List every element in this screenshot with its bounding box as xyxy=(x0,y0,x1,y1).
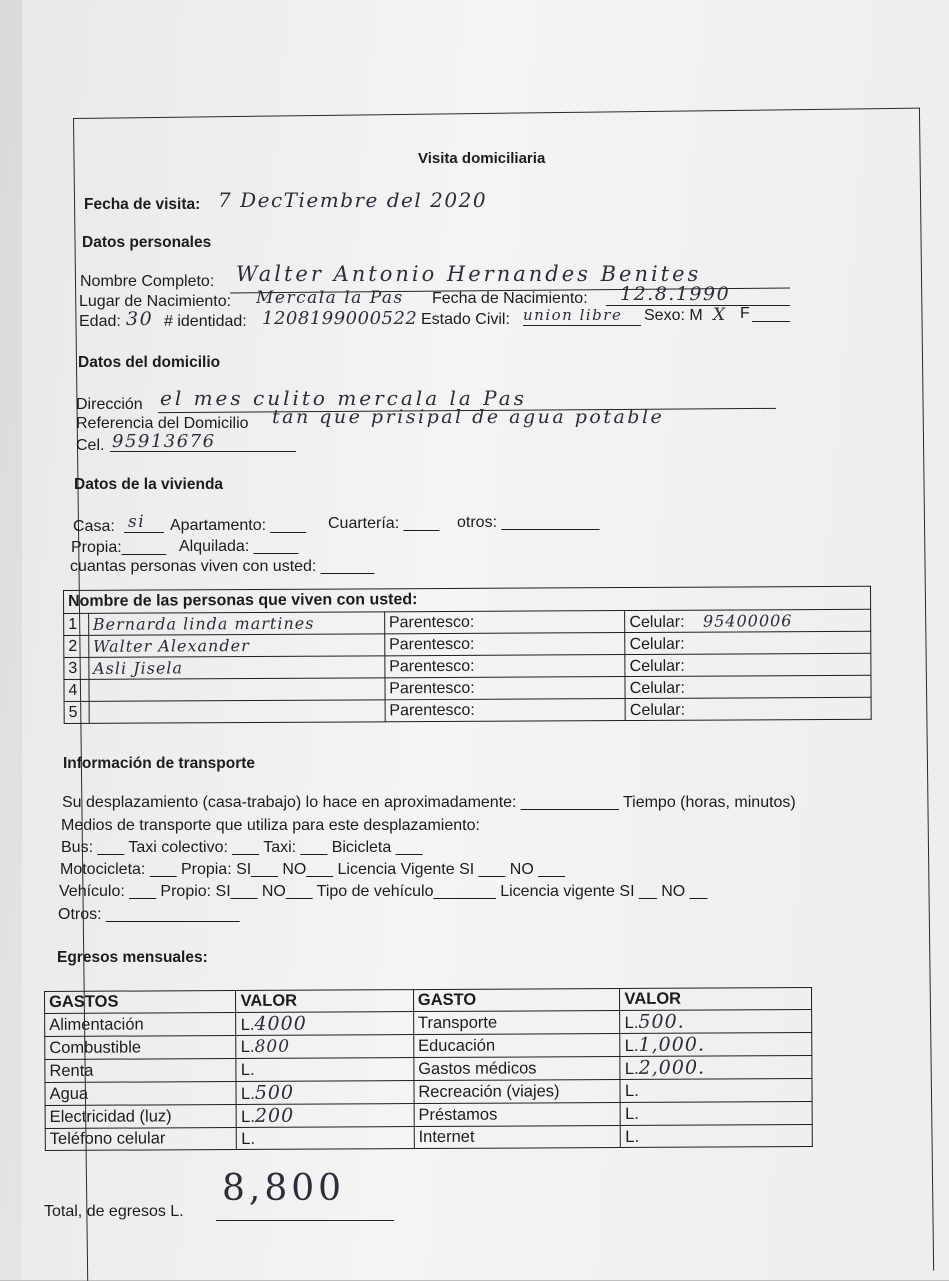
row-number: 2 xyxy=(64,635,89,657)
expense-value[interactable]: 500. xyxy=(638,1011,684,1033)
currency-label: L. xyxy=(241,1016,255,1034)
cell-phone-label: Celular: xyxy=(630,679,685,696)
sex-f-label: F xyxy=(740,305,750,323)
expense-label: Electricidad (luz) xyxy=(45,1104,237,1128)
currency-label: L. xyxy=(625,1105,639,1123)
id-value[interactable]: 1208199000522 xyxy=(262,308,417,329)
expense-label: Gastos médicos xyxy=(414,1056,621,1080)
housing-heading: Datos de la vivienda xyxy=(74,476,223,494)
row-number: 5 xyxy=(64,701,89,723)
expense-value[interactable]: 1,000. xyxy=(638,1034,705,1056)
person-name[interactable]: Walter Alexander xyxy=(88,634,384,658)
person-name[interactable]: Bernarda linda martines xyxy=(88,612,384,636)
expense-label: Transporte xyxy=(413,1010,620,1034)
cell-phone-label: Celular: xyxy=(629,635,684,652)
casa-label: Casa: xyxy=(73,518,115,536)
table-row xyxy=(45,1124,812,1150)
expense-value[interactable]: 4000 xyxy=(254,1013,306,1035)
address-value[interactable]: el mes culito mercala la Pas xyxy=(160,386,527,410)
cell-phone-label: Celular: xyxy=(629,613,684,630)
reference-label: Referencia del Domicilio xyxy=(76,415,249,433)
person-phone[interactable]: 95400006 xyxy=(703,611,793,630)
person-name[interactable] xyxy=(89,700,385,724)
sex-label: Sexo: M xyxy=(644,307,703,325)
relation-label: Parentesco: xyxy=(385,677,626,700)
transport-heading: Información de transporte xyxy=(63,755,255,773)
expense-label: Recreación (viajes) xyxy=(414,1079,621,1103)
cuarteria-label: Cuartería: ____ xyxy=(328,515,439,533)
person-name[interactable] xyxy=(89,678,385,702)
visit-date-value[interactable]: 7 DecTiembre del 2020 xyxy=(218,188,487,212)
expense-label: Préstamos xyxy=(414,1102,621,1126)
row-number: 4 xyxy=(64,679,89,701)
others-label: otros: ___________ xyxy=(457,514,599,532)
birthdate-label: Fecha de Nacimiento: xyxy=(432,290,588,308)
age-value[interactable]: 30 xyxy=(126,308,153,330)
phone-value[interactable]: 95913676 xyxy=(112,431,216,452)
address-label: Dirección xyxy=(76,396,143,414)
expense-value[interactable]: 500 xyxy=(255,1082,294,1104)
expense-label: Renta xyxy=(45,1058,237,1082)
col-gastos: GASTOS xyxy=(45,990,237,1013)
sex-f-underline xyxy=(752,321,790,322)
casa-underline xyxy=(124,532,164,533)
expenses-heading: Egresos mensuales: xyxy=(57,949,208,967)
vehicle-line: Vehículo: ___ Propio: SI___ NO___ Tipo de vehículo_______ Licencia vigente SI __ NO __ xyxy=(59,883,707,901)
total-underline xyxy=(216,1220,394,1221)
expenses-table xyxy=(44,987,813,1151)
currency-label: L. xyxy=(241,1129,255,1147)
civil-underline xyxy=(523,325,641,326)
cell-phone-label: Celular: xyxy=(630,657,685,674)
rented-label: Alquilada: _____ xyxy=(179,538,298,556)
total-label: Total, de egresos L. xyxy=(44,1203,184,1221)
currency-label: L. xyxy=(241,1038,255,1056)
expense-label: Teléfono celular xyxy=(45,1127,237,1150)
relation-label: Parentesco: xyxy=(384,611,625,634)
table-row xyxy=(45,1055,812,1082)
table-row xyxy=(64,697,871,723)
table-row xyxy=(45,1032,812,1059)
expense-value[interactable]: 200 xyxy=(255,1105,294,1127)
currency-label: L. xyxy=(241,1108,255,1126)
expense-label: Educación xyxy=(414,1033,621,1057)
household-table xyxy=(63,586,872,724)
motorcycle-line: Motocicleta: ___ Propia: SI___ NO___ Licencia Vigente SI ___ NO ___ xyxy=(60,861,565,879)
name-label: Nombre Completo: xyxy=(80,273,214,291)
civil-label: Estado Civil: xyxy=(421,311,510,329)
household-heading: Nombre de las personas que viven con usted: xyxy=(64,586,871,613)
expense-label: Agua xyxy=(45,1081,237,1105)
currency-label: L. xyxy=(241,1061,255,1079)
currency-label: L. xyxy=(625,1037,639,1055)
birthdate-value[interactable]: 12.8.1990 xyxy=(620,283,730,305)
phone-label: Cel. xyxy=(76,437,104,455)
relation-label: Parentesco: xyxy=(384,633,625,656)
transport-means-line: Medios de transporte que utiliza para este desplazamiento: xyxy=(61,817,480,835)
id-label: # identidad: xyxy=(164,313,247,331)
people-count-label: cuantas personas viven con usted: ______ xyxy=(70,558,374,576)
age-label: Edad: xyxy=(79,313,121,331)
row-number: 1 xyxy=(64,613,89,635)
col-gasto: GASTO xyxy=(413,988,620,1011)
cell-phone-label: Celular: xyxy=(630,701,685,718)
domicile-heading: Datos del domicilio xyxy=(78,354,220,372)
currency-label: L. xyxy=(625,1060,639,1078)
civil-value[interactable]: union libre xyxy=(523,306,622,324)
personal-heading: Datos personales xyxy=(82,234,211,252)
phone-underline xyxy=(110,451,296,452)
currency-label: L. xyxy=(625,1082,639,1100)
row-number: 3 xyxy=(64,657,89,679)
commute-time-line: Su desplazamiento (casa-trabajo) lo hace en aproximadamente: ___________ Tiempo (horas, minutos) xyxy=(62,794,796,812)
expense-label: Alimentación xyxy=(45,1012,237,1036)
form-title: Visita domiciliaria xyxy=(418,150,545,167)
apartment-label: Apartamento: ____ xyxy=(170,517,306,535)
total-value[interactable]: 8,800 xyxy=(222,1168,345,1209)
birthdate-underline xyxy=(606,305,790,306)
expense-value[interactable]: 800 xyxy=(254,1037,290,1057)
currency-label: L. xyxy=(241,1085,255,1103)
expense-value[interactable]: 2,000. xyxy=(639,1057,706,1079)
col-valor: VALOR xyxy=(236,990,413,1013)
expense-label: Internet xyxy=(414,1125,621,1148)
col-valor-2: VALOR xyxy=(620,987,812,1010)
own-label: Propia:_____ xyxy=(71,539,166,557)
others-transport-line: Otros: _______________ xyxy=(58,906,239,924)
relation-label: Parentesco: xyxy=(385,699,626,722)
name-value[interactable]: Walter Antonio Hernandes Benites xyxy=(236,262,701,286)
currency-label: L. xyxy=(625,1014,639,1032)
birthplace-value[interactable]: Mercala la Pas xyxy=(256,288,404,308)
sex-mark[interactable]: X xyxy=(713,305,727,325)
person-name[interactable]: Asli Jisela xyxy=(89,656,385,680)
expense-label: Combustible xyxy=(45,1035,237,1059)
reference-value[interactable]: tan que prisipal de agua potable xyxy=(272,406,664,428)
birthplace-label: Lugar de Nacimiento: xyxy=(79,293,231,311)
relation-label: Parentesco: xyxy=(385,655,626,678)
bus-taxi-line: Bus: ___ Taxi colectivo: ___ Taxi: ___ Bicicleta ___ xyxy=(61,839,422,857)
visit-date-label: Fecha de visita: xyxy=(84,196,200,214)
casa-value[interactable]: si xyxy=(128,512,145,532)
currency-label: L. xyxy=(625,1127,639,1145)
